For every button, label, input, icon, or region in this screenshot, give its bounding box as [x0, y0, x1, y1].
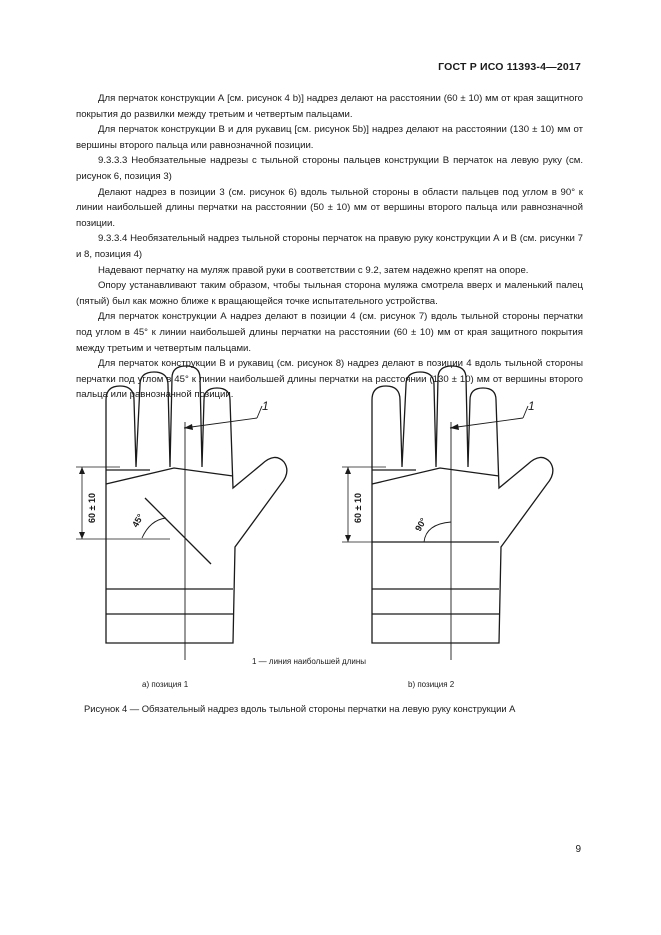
dimension-left: 60 ± 10 — [87, 493, 97, 523]
paragraph: Для перчаток конструкции А [см. рисунок 4 b)] надрез делают на расстоянии (60 ± 10) мм от края защитного покрытия до развилки между третьим и четвертым пальцами. — [76, 93, 583, 120]
page-number: 9 — [575, 844, 581, 855]
glove-left — [76, 366, 287, 660]
body-text — [76, 91, 583, 403]
arrowhead — [345, 467, 351, 474]
callout-right: 1 — [528, 399, 535, 413]
paragraph: 9.3.3.3 Необязательные надрезы с тыльной стороны пальцев конструкции В перчаток на левую руку (см. рисунок 6, позиция 3) — [76, 155, 583, 182]
paragraph: 9.3.3.4 Необязательный надрез тыльной стороны перчаток на правую руку конструкции А и В (см. рисунки 7 и 8, позиция 4) — [76, 233, 583, 260]
arrowhead — [79, 467, 85, 474]
standard-code: ГОСТ Р ИСО 11393-4—2017 — [438, 61, 581, 73]
paragraph: Опору устанавливают таким образом, чтобы тыльная сторона муляжа смотрела вверх и маленький палец (пятый) был как можно ближе к вращающейся точке испытательного устройства. — [76, 280, 583, 307]
paragraph: Делают надрез в позиции 3 (см. рисунок 6) вдоль тыльной стороны в области пальцев под углом в 90° к линии наибольшей длины перчатки на расстоянии (50 ± 10) мм от вершины второго пальца или равнозначной позиции. — [76, 186, 583, 229]
dimension-right: 60 ± 10 — [353, 493, 363, 523]
glove-right — [342, 366, 553, 660]
paragraph: Для перчаток конструкции А надрез делают в позиции 4 (см. рисунок 7) вдоль тыльной стороны перчатки под углом в 45° к линии наибольшей длины перчатки на расстоянии (60 ± 10) мм от края защитного покрытия между третьим и четвертым пальцами. — [76, 311, 583, 354]
figure-caption: Рисунок 4 — Обязательный надрез вдоль тыльной стороны перчатки на левую руку конструкции А — [84, 703, 516, 714]
paragraph: Надевают перчатку на муляж правой руки в соответствии с 9.2, затем надежно крепят на опоре. — [98, 264, 529, 276]
subfigure-label-a: а) позиция 1 — [142, 680, 189, 689]
subfigure-label-b: b) позиция 2 — [408, 680, 455, 689]
arrowhead — [345, 535, 351, 542]
figure-legend: 1 — линия наибольшей длины — [252, 657, 367, 666]
angle-left: 45° — [130, 512, 146, 529]
figure-4 — [0, 360, 661, 700]
paragraph: Для перчаток конструкции В и для рукавиц [см. рисунок 5b)] надрез делают на расстоянии (130 ± 10) мм от вершины второго пальца или равнозначной позиции. — [76, 124, 583, 151]
paragraph: Для перчаток конструкции В и рукавиц (см. рисунок 8) надрез делают в позиции 4 вдоль тыльной стороны перчатки под углом в 45° к линии наибольшей длины перчатки на расстоянии (130 ± 10) мм от вершины второго пальца или равнозначной позиции. — [76, 358, 583, 401]
arrowhead — [79, 532, 85, 539]
callout-left: 1 — [262, 399, 269, 413]
angle-right: 90° — [413, 516, 429, 533]
